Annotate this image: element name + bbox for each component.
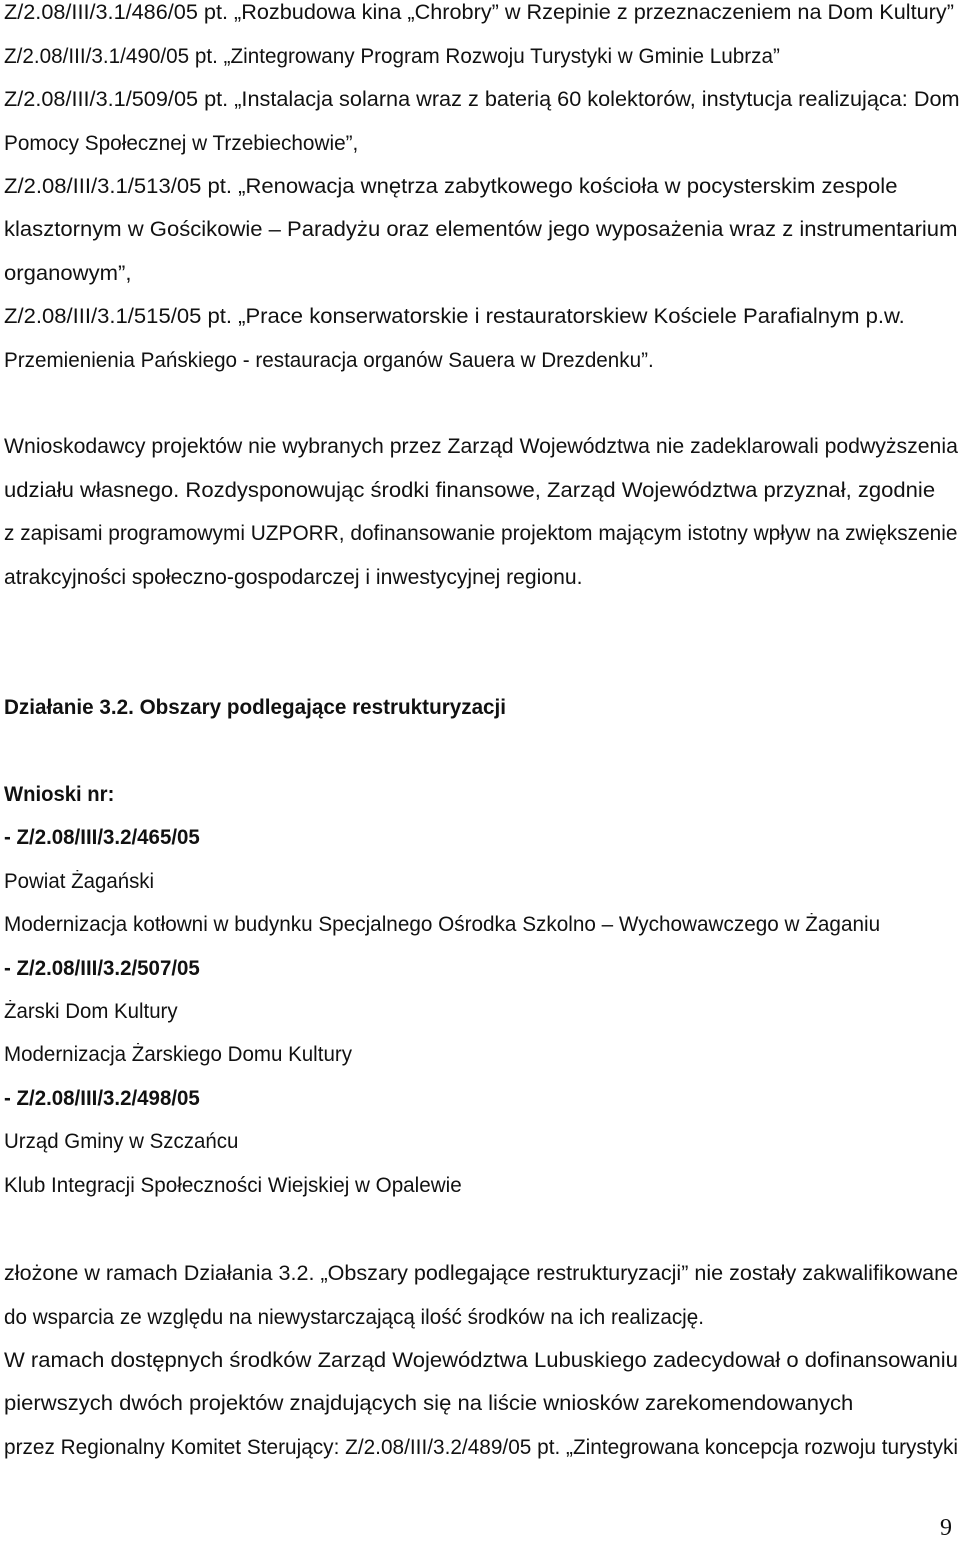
text-line: W ramach dostępnych środków Zarząd Województwa Lubuskiego zadecydował o dofinansowaniu xyxy=(4,1349,958,1372)
text-line: Przemienienia Pańskiego - restauracja organów Sauera w Drezdenku”. xyxy=(4,349,654,372)
text-line: złożone w ramach Działania 3.2. „Obszary podlegające restrukturyzacji” nie zostały zakwalifikowane xyxy=(4,1262,959,1285)
text-line: klasztornym w Gościkowie – Paradyżu oraz elementów jego wyposażenia wraz z instrumentarium xyxy=(4,218,958,241)
text-line: organowym”, xyxy=(4,262,132,285)
text-line: przez Regionalny Komitet Sterujący: Z/2.08/III/3.2/489/05 pt. „Zintegrowana koncepcja rozwoju turystyki xyxy=(4,1436,959,1459)
text-line: pierwszych dwóch projektów znajdujących się na liście wniosków zarekomendowanych xyxy=(4,1392,854,1415)
text-line: Z/2.08/III/3.1/513/05 pt. „Renowacja wnętrza zabytkowego kościoła w pocysterskim zespole xyxy=(4,175,898,198)
project-title: Modernizacja Żarskiego Domu Kultury xyxy=(4,1043,352,1066)
applicant-name: Powiat Żagański xyxy=(4,870,155,893)
text-line: Wnioskodawcy projektów nie wybranych przez Zarząd Województwa nie zadeklarowali podwyższenia xyxy=(4,435,958,458)
text-line: Z/2.08/III/3.1/486/05 pt. „Rozbudowa kina „Chrobry” w Rzepinie z przeznaczeniem na Dom Kultury” xyxy=(4,1,954,24)
text-line: atrakcyjności społeczno-gospodarczej i inwestycyjnej regionu. xyxy=(4,566,583,589)
text-line: Pomocy Społecznej w Trzebiechowie”, xyxy=(4,132,359,155)
application-number: - Z/2.08/III/3.2/465/05 xyxy=(4,826,200,849)
page-number: 9 xyxy=(940,1515,952,1541)
text-line: do wsparcia ze względu na niewystarczającą ilość środków na ich realizację. xyxy=(4,1306,704,1329)
project-title: Klub Integracji Społeczności Wiejskiej w Opalewie xyxy=(4,1174,462,1197)
application-number: - Z/2.08/III/3.2/498/05 xyxy=(4,1087,200,1110)
text-line: udziału własnego. Rozdysponowując środki finansowe, Zarząd Województwa przyznał, zgodnie xyxy=(4,479,936,502)
applicant-name: Żarski Dom Kultury xyxy=(4,1000,178,1023)
subheading: Wnioski nr: xyxy=(4,783,115,806)
text-line: z zapisami programowymi UZPORR, dofinansowanie projektom mającym istotny wpływ na zwiększenie xyxy=(4,522,958,545)
text-line: Z/2.08/III/3.1/509/05 pt. „Instalacja solarna wraz z baterią 60 kolektorów, instytucja realizująca: Dom xyxy=(4,88,960,111)
text-line: Z/2.08/III/3.1/490/05 pt. „Zintegrowany Program Rozwoju Turystyki w Gminie Lubrza” xyxy=(4,45,780,68)
application-number: - Z/2.08/III/3.2/507/05 xyxy=(4,957,200,980)
applicant-name: Urząd Gminy w Szczańcu xyxy=(4,1130,239,1153)
section-heading: Działanie 3.2. Obszary podlegające restrukturyzacji xyxy=(4,696,507,719)
project-title: Modernizacja kotłowni w budynku Specjalnego Ośrodka Szkolno – Wychowawczego w Żaganiu xyxy=(4,913,881,936)
text-line: Z/2.08/III/3.1/515/05 pt. „Prace konserwatorskie i restauratorskiew Kościele Parafialnym p.w. xyxy=(4,305,905,328)
